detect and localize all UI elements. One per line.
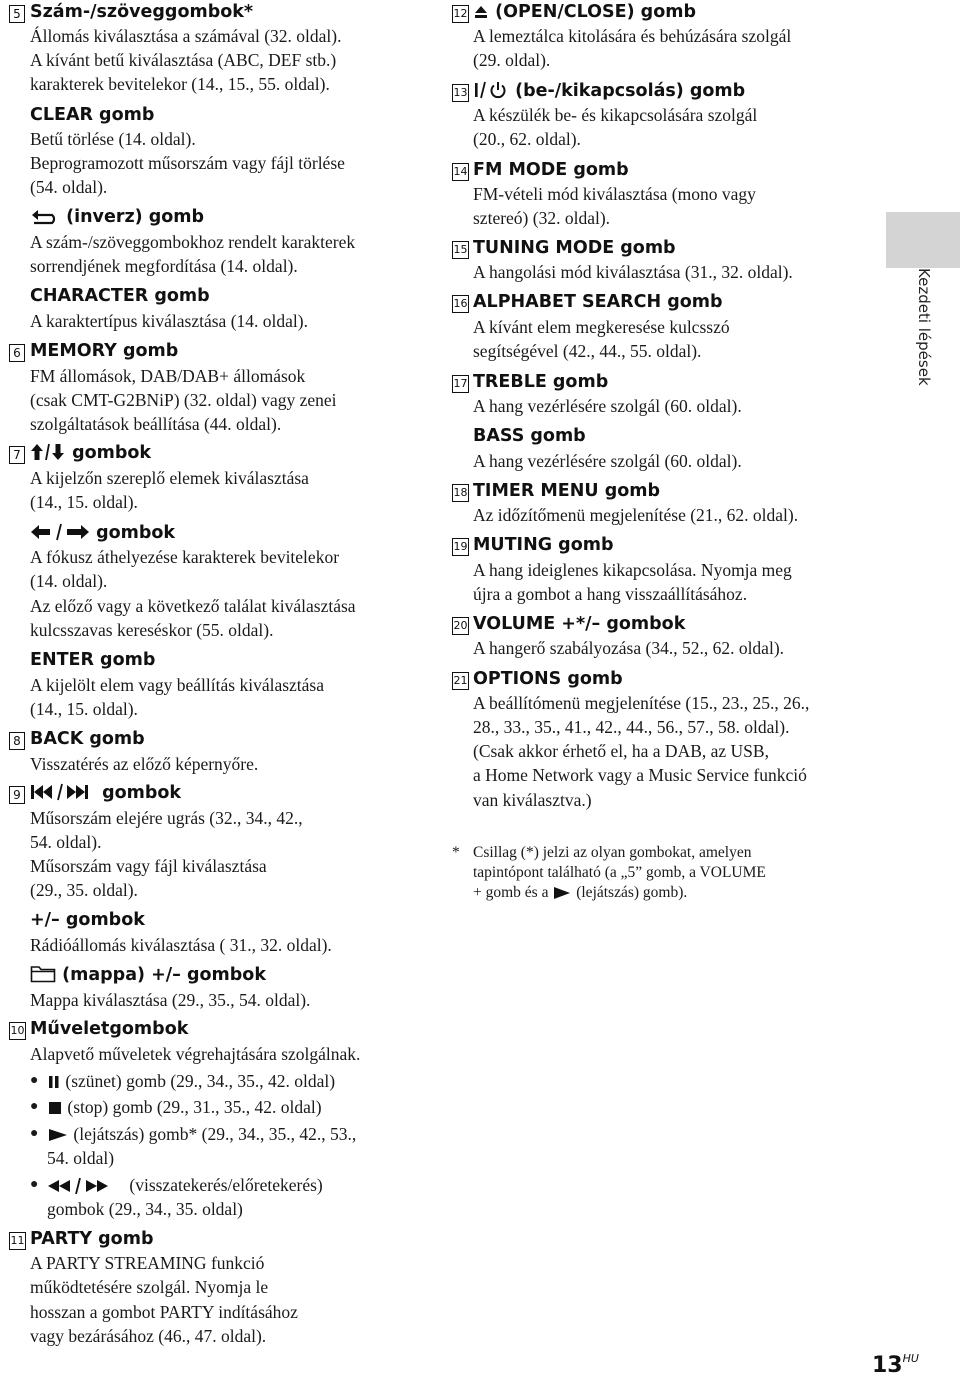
item-number-12: 12: [452, 5, 469, 23]
item-20-line: A hangerő szabályozása (34., 52., 62. oldal).: [473, 638, 785, 658]
item-9-line: Műsorszám vagy fájl kiválasztása: [30, 856, 267, 876]
plus-minus-line: Rádióállomás kiválasztása ( 31., 32. oldal).: [30, 935, 332, 955]
bullet-stop: [47, 1095, 322, 1119]
item-13-heading: [473, 79, 745, 103]
left-right-heading: [30, 521, 175, 545]
item-9-line: Műsorszám elejére ugrás (32., 34., 42.,: [30, 808, 303, 828]
item-12-line: A lemeztálca kitolására és behúzására szolgál: [473, 26, 792, 46]
play-icon: [47, 1127, 69, 1143]
item-14-line: sztereó) (32. oldal).: [473, 208, 611, 228]
item-21-line: 28., 33., 35., 41., 42., 44., 56., 57., 58. oldal).: [473, 717, 790, 737]
item-10-title: Műveletgombok: [30, 1019, 189, 1039]
item-9-title: gombok: [102, 783, 182, 803]
item-7-line: A kijelzőn szereplő elemek kiválasztása: [30, 468, 309, 488]
bullet: ●: [30, 1126, 39, 1141]
item-15-line: A hangolási mód kiválasztása (31., 32. oldal).: [473, 262, 793, 282]
item-21-line: A beállítómenü megjelenítése (15., 23., 25., 26.,: [473, 693, 810, 713]
item-9-line: 54. oldal).: [30, 832, 102, 852]
item-16-line: segítségével (42., 44., 55. oldal).: [473, 341, 702, 361]
play-text: (lejátszás) gomb* (29., 34., 35., 42., 53.,: [73, 1124, 357, 1144]
left-right-arrows-icon: [30, 523, 90, 541]
item-number-8: 8: [9, 732, 25, 750]
bass-line: A hang vezérlésére szolgál (60. oldal).: [473, 451, 742, 471]
item-number-5: 5: [9, 5, 25, 23]
item-19-line: A hang ideiglenes kikapcsolása. Nyomja meg: [473, 560, 792, 580]
item-6-line: (csak CMT-G2BNiP) (32. oldal) vagy zenei: [30, 390, 337, 410]
inverz-heading: [30, 205, 204, 229]
item-7-title: gombok: [72, 443, 152, 463]
character-line: A karaktertípus kiválasztása (14. oldal).: [30, 311, 308, 331]
item-21-line: van kiválasztva.): [473, 790, 592, 810]
stop-icon: [47, 1100, 63, 1116]
item-5-line: karakterek bevitelekor (14., 15., 55. oldal).: [30, 74, 330, 94]
item-21-line: a Home Network vagy a Music Service funkció: [473, 765, 807, 785]
stop-text: (stop) gomb (29., 31., 35., 42. oldal): [67, 1097, 322, 1117]
clear-title: CLEAR gomb: [30, 105, 155, 125]
item-number-14: 14: [452, 163, 469, 181]
item-9-line: (29., 35. oldal).: [30, 880, 138, 900]
item-17-title: TREBLE gomb: [473, 372, 609, 392]
item-11-line: hosszan a gombot PARTY indításához: [30, 1302, 298, 1322]
item-number-11: 11: [9, 1232, 26, 1250]
item-5-line: A kívánt betű kiválasztása (ABC, DEF stb.): [30, 50, 337, 70]
play-text-cont: 54. oldal): [47, 1148, 115, 1168]
left-right-line: Az előző vagy a következő találat kiválasztása: [30, 596, 356, 616]
bullet-pause: [47, 1069, 335, 1093]
prev-next-icon: [30, 783, 96, 801]
footnote-line-3: [473, 882, 687, 903]
bullet: ●: [30, 1177, 39, 1192]
item-21-title: OPTIONS gomb: [473, 669, 623, 689]
enter-line: A kijelölt elem vagy beállítás kiválasztása: [30, 675, 325, 695]
left-right-line: A fókusz áthelyezése karakterek bevitelekor: [30, 547, 340, 567]
bullet: ●: [30, 1073, 39, 1088]
item-6-line: FM állomások, DAB/DAB+ állomások: [30, 366, 306, 386]
item-16-title: ALPHABET SEARCH gomb: [473, 292, 723, 312]
footnote-mark: *: [452, 844, 460, 861]
footnote-text: (lejátszás) gomb).: [576, 884, 688, 901]
footnote-line: tapintópont található (a „5” gomb, a VOLUME: [473, 864, 766, 881]
item-number-13: 13: [452, 84, 469, 102]
item-9-heading: [30, 781, 181, 805]
folder-title: (mappa) +/– gombok: [62, 965, 266, 985]
bass-title: BASS gomb: [473, 426, 586, 446]
section-tab-marker: [886, 212, 960, 268]
footnote-line: Csillag (*) jelzi az olyan gombokat, amelyen: [473, 844, 752, 861]
pause-text: (szünet) gomb (29., 34., 35., 42. oldal): [65, 1071, 336, 1091]
plus-minus-title: +/– gombok: [30, 910, 145, 930]
item-14-title: FM MODE gomb: [473, 160, 629, 180]
item-13-line: A készülék be- és kikapcsolására szolgál: [473, 105, 758, 125]
clear-line: (54. oldal).: [30, 177, 108, 197]
return-arrow-icon: [30, 207, 60, 225]
clear-line: Betű törlése (14. oldal).: [30, 129, 196, 149]
up-down-arrows-icon: [30, 443, 66, 461]
rew-ff-text-cont: gombok (29., 34., 35. oldal): [47, 1199, 243, 1219]
left-right-line: kulcsszavas kereséskor (55. oldal).: [30, 620, 274, 640]
item-13-line: (20., 62. oldal).: [473, 129, 581, 149]
page-number-value: 13: [872, 1353, 903, 1378]
item-18-line: Az időzítőmenü megjelenítése (21., 62. oldal).: [473, 505, 799, 525]
item-15-title: TUNING MODE gomb: [473, 238, 676, 258]
item-7-line: (14., 15. oldal).: [30, 492, 138, 512]
folder-icon: [30, 964, 56, 983]
item-17-line: A hang vezérlésére szolgál (60. oldal).: [473, 396, 742, 416]
item-8-line: Visszatérés az előző képernyőre.: [30, 754, 259, 774]
item-11-line: A PARTY STREAMING funkció: [30, 1253, 265, 1273]
item-5-line: Állomás kiválasztása a számával (32. oldal).: [30, 26, 342, 46]
item-number-19: 19: [452, 538, 469, 556]
item-12-line: (29. oldal).: [473, 50, 551, 70]
left-right-line: (14. oldal).: [30, 571, 108, 591]
footnote-text: + gomb és a: [473, 884, 549, 901]
item-11-title: PARTY gomb: [30, 1229, 154, 1249]
item-number-15: 15: [452, 241, 469, 259]
item-7-heading: [30, 441, 151, 465]
bullet-rew-ff: [47, 1173, 323, 1197]
item-number-21: 21: [452, 672, 469, 690]
bullet: ●: [30, 1099, 39, 1114]
item-number-16: 16: [452, 295, 469, 313]
inverz-title: (inverz) gomb: [66, 207, 205, 227]
inverz-line: sorrendjének megfordítása (14. oldal).: [30, 256, 298, 276]
item-21-line: (Csak akkor érhető el, ha a DAB, az USB,: [473, 741, 769, 761]
enter-line: (14., 15. oldal).: [30, 699, 138, 719]
page-number-suffix: HU: [902, 1352, 919, 1365]
enter-title: ENTER gomb: [30, 650, 156, 670]
rewind-fastforward-icon: [47, 1178, 125, 1194]
clear-line: Beprogramozott műsorszám vagy fájl törlése: [30, 153, 345, 173]
item-14-line: FM-vételi mód kiválasztása (mono vagy: [473, 184, 756, 204]
item-number-6: 6: [9, 344, 25, 362]
item-20-title: VOLUME +*/– gombok: [473, 614, 686, 634]
power-icon: [473, 81, 509, 99]
item-6-line: szolgáltatások beállítása (44. oldal).: [30, 414, 282, 434]
character-title: CHARACTER gomb: [30, 286, 210, 306]
item-6-title: MEMORY gomb: [30, 341, 179, 361]
pause-icon: [47, 1074, 61, 1090]
inverz-line: A szám-/szöveggombokhoz rendelt karakterek: [30, 232, 356, 252]
folder-heading: [30, 963, 266, 987]
left-right-title: gombok: [96, 523, 176, 543]
item-19-title: MUTING gomb: [473, 535, 614, 555]
item-number-10: 10: [9, 1022, 26, 1040]
item-12-title: (OPEN/CLOSE) gomb: [495, 2, 696, 22]
eject-icon: [473, 4, 489, 20]
item-number-17: 17: [452, 375, 469, 393]
item-number-20: 20: [452, 617, 469, 635]
item-11-line: működtetésére szolgál. Nyomja le: [30, 1277, 269, 1297]
section-tab-label: Kezdeti lépések: [915, 268, 933, 386]
item-5-title: Szám-/szöveggombok*: [30, 2, 254, 22]
item-18-title: TIMER MENU gomb: [473, 481, 661, 501]
item-13-title: (be-/kikapcsolás) gomb: [515, 81, 746, 101]
item-16-line: A kívánt elem megkeresése kulcsszó: [473, 317, 730, 337]
bullet-play: [47, 1122, 356, 1146]
rew-ff-text: (visszatekerés/előretekerés): [129, 1175, 323, 1195]
item-number-18: 18: [452, 484, 469, 502]
folder-line: Mappa kiválasztása (29., 35., 54. oldal).: [30, 990, 311, 1010]
item-number-9: 9: [9, 786, 25, 804]
page-number: [872, 1346, 919, 1379]
item-8-title: BACK gomb: [30, 729, 145, 749]
item-11-line: vagy bezárásához (46., 47. oldal).: [30, 1326, 267, 1346]
item-12-heading: [473, 0, 696, 24]
play-icon: [552, 886, 572, 900]
item-19-line: újra a gombot a hang visszaállításához.: [473, 584, 748, 604]
item-number-7: 7: [9, 446, 25, 464]
item-10-line: Alapvető műveletek végrehajtására szolgálnak.: [30, 1044, 361, 1064]
